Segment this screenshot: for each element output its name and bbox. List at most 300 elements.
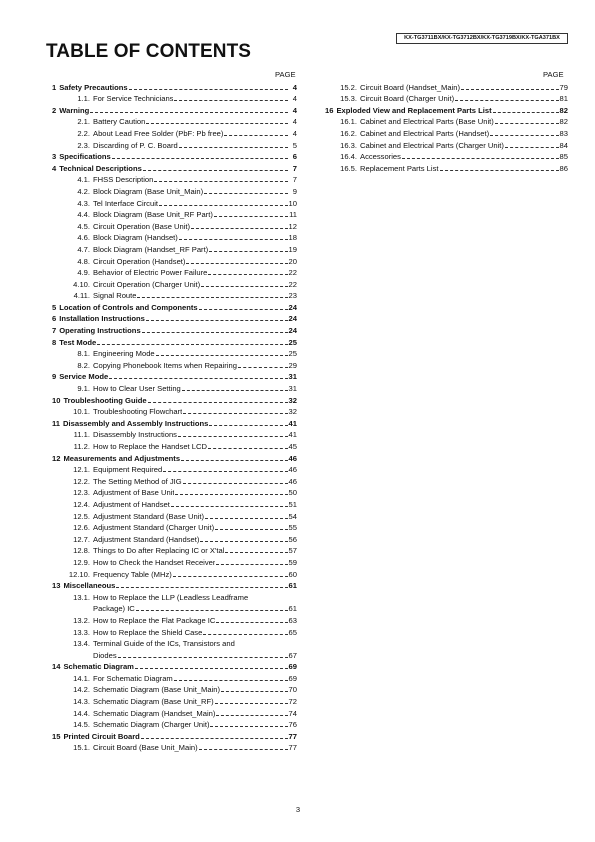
toc-entry-page: 31	[288, 384, 297, 394]
dot-leader	[90, 112, 288, 113]
toc-entry-page: 25	[288, 337, 297, 347]
toc-entry-number: 16	[325, 105, 334, 115]
toc-entry	[325, 150, 568, 162]
toc-entry	[52, 683, 297, 695]
toc-entry	[52, 428, 297, 440]
dot-leader	[493, 112, 559, 113]
toc-entry-title: Adjustment Standard (Handset)	[93, 534, 200, 544]
toc-entry-page: 41	[288, 418, 297, 428]
toc-entry-page: 61	[288, 604, 297, 614]
page-column-header-left: PAGE	[275, 70, 296, 79]
toc-entry-page: 4	[292, 117, 297, 127]
toc-entry-number: 9.1.	[77, 384, 90, 394]
toc-entry	[52, 219, 297, 231]
page-column-header-right: PAGE	[543, 70, 564, 79]
toc-entry	[52, 312, 297, 324]
toc-entry	[52, 555, 297, 567]
toc-entry	[325, 92, 568, 104]
toc-entry-page: 81	[559, 94, 568, 104]
toc-entry	[52, 660, 297, 672]
dot-leader	[148, 402, 288, 403]
toc-entry	[52, 497, 297, 509]
toc-entry-title: Behavior of Electric Power Failure	[93, 268, 208, 278]
toc-entry-number: 2.3.	[77, 140, 90, 150]
dot-leader	[146, 123, 288, 124]
toc-entry-title: How to Replace the Handset LCD	[93, 442, 207, 451]
toc-entry	[52, 590, 297, 602]
toc-entry-page: 55	[288, 523, 297, 533]
toc-entry	[52, 335, 297, 347]
toc-entry-title: Circuit Board (Handset_Main)	[360, 82, 461, 92]
toc-entry-number: 15.2.	[340, 82, 357, 92]
toc-entry-number: 15	[52, 731, 61, 741]
dot-leader	[209, 425, 287, 426]
toc-entry-number: 14	[52, 662, 61, 672]
toc-entry-number: 14.1.	[73, 673, 90, 683]
toc-entry-number: 13.1.	[73, 592, 90, 602]
toc-entry-title: Specifications	[59, 152, 111, 162]
toc-entry-page: 82	[559, 117, 568, 127]
toc-entry	[52, 173, 297, 185]
toc-entry	[52, 706, 297, 718]
toc-entry-title: Engineering Mode	[93, 349, 155, 359]
toc-entry-page: 4	[292, 82, 297, 92]
toc-entry	[52, 637, 297, 649]
toc-entry	[52, 92, 297, 104]
toc-entry-page: 5	[292, 140, 297, 150]
dot-leader	[129, 89, 288, 90]
toc-entry	[52, 150, 297, 162]
toc-entry-page: 12	[288, 221, 297, 231]
toc-entry-title: Block Diagram (Base Unit_RF Part)	[93, 210, 213, 220]
toc-entry-number: 12.6.	[73, 523, 90, 533]
dot-leader	[186, 263, 287, 264]
toc-entry	[52, 474, 297, 486]
dot-leader	[179, 239, 288, 240]
toc-entry-number: 12.3.	[73, 488, 90, 498]
toc-entry-number: 12.8.	[73, 546, 90, 556]
toc-entry-page: 85	[559, 152, 568, 162]
toc-entry	[325, 80, 568, 92]
toc-entry-number: 2.1.	[77, 117, 90, 127]
toc-entry-title: Adjustment of Base Unit	[93, 488, 175, 498]
toc-entry-number: 16.3.	[340, 140, 357, 150]
toc-entry-number: 4.7.	[77, 244, 90, 254]
toc-entry-title: Measurements and Adjustments	[63, 453, 181, 463]
dot-leader	[136, 610, 288, 611]
model-number-box: KX-TG3711BX/KX-TG3712BX/KX-TG3719BX/KX-TGA371BX	[396, 33, 568, 44]
toc-entry	[52, 613, 297, 625]
toc-entry-title: Equipment Required	[93, 465, 163, 475]
toc-entry-page: 86	[559, 163, 568, 173]
toc-entry-page: 83	[559, 128, 568, 138]
toc-entry-title: Adjustment Standard (Base Unit)	[93, 511, 205, 521]
dot-leader	[210, 726, 287, 727]
toc-entry-title: Things to Do after Replacing IC or X'tal	[93, 546, 225, 556]
toc-entry-title: Circuit Operation (Handset)	[93, 256, 186, 266]
toc-entry	[52, 323, 297, 335]
toc-entry	[52, 544, 297, 556]
toc-entry-number: 12.4.	[73, 499, 90, 509]
toc-entry-title: Package) IC	[93, 604, 135, 614]
toc-entry	[52, 231, 297, 243]
toc-entry-page: 7	[292, 175, 297, 185]
toc-entry	[52, 103, 297, 115]
toc-entry	[52, 579, 297, 591]
toc-entry-number: 4.8.	[77, 256, 90, 266]
dot-leader	[159, 205, 288, 206]
toc-entry-number: 13.2.	[73, 615, 90, 625]
toc-entry-number: 6	[52, 314, 57, 324]
toc-entry	[52, 567, 297, 579]
dot-leader	[154, 181, 288, 182]
dot-leader	[216, 564, 287, 565]
toc-entry-number: 10.1.	[73, 407, 90, 417]
dot-leader	[205, 518, 288, 519]
toc-entry-title: Troubleshooting Guide	[63, 395, 147, 405]
dot-leader	[461, 89, 559, 90]
toc-left-column	[52, 80, 297, 752]
toc-entry	[52, 184, 297, 196]
dot-leader	[182, 390, 288, 391]
toc-entry-title: Technical Descriptions	[59, 163, 142, 173]
toc-entry-title: Warning	[59, 105, 90, 115]
toc-entry-number: 8.2.	[77, 360, 90, 370]
dot-leader	[163, 471, 287, 472]
toc-entry-title: Operating Instructions	[59, 326, 141, 336]
toc-entry-page: 84	[559, 140, 568, 150]
dot-leader	[214, 216, 288, 217]
toc-entry-number: 15.3.	[340, 94, 357, 104]
toc-entry-number: 4.4.	[77, 210, 90, 220]
dot-leader	[221, 691, 288, 692]
toc-entry	[52, 741, 297, 753]
toc-entry-number: 16.2.	[340, 128, 357, 138]
dot-leader	[174, 100, 288, 101]
dot-leader	[175, 494, 287, 495]
toc-entry	[52, 196, 297, 208]
page-number: 3	[295, 805, 301, 814]
toc-entry-number: 11.1.	[73, 430, 90, 440]
toc-entry-page: 60	[288, 569, 297, 579]
toc-entry-title: Installation Instructions	[59, 314, 145, 324]
dot-leader	[208, 274, 287, 275]
dot-leader	[142, 332, 288, 333]
toc-entry-title: Disassembly and Assembly Instructions	[63, 418, 209, 428]
toc-entry	[52, 694, 297, 706]
toc-entry-number: 9	[52, 372, 57, 382]
dot-leader	[178, 436, 288, 437]
toc-entry-page: 24	[288, 326, 297, 336]
toc-entry	[52, 254, 297, 266]
toc-entry-page: 65	[288, 627, 297, 637]
toc-entry-title: How to Replace the LLP (Leadless Leadframe	[93, 592, 249, 602]
toc-entry	[52, 161, 297, 173]
toc-entry	[52, 289, 297, 301]
toc-entry-title: Disassembly Instructions	[93, 430, 177, 440]
toc-entry-page: 18	[288, 233, 297, 243]
dot-leader	[215, 529, 287, 530]
toc-entry	[52, 242, 297, 254]
toc-entry	[52, 405, 297, 417]
dot-leader	[238, 367, 288, 368]
toc-entry-title: Battery Caution	[93, 117, 146, 127]
dot-leader	[116, 587, 287, 588]
toc-entry-page: 24	[288, 302, 297, 312]
toc-entry-number: 4.10.	[73, 279, 90, 289]
toc-entry-number: 12.2.	[73, 476, 90, 486]
dot-leader	[225, 552, 287, 553]
toc-entry-title: How to Replace the Flat Package IC	[93, 615, 216, 625]
toc-entry-number: 2	[52, 105, 57, 115]
toc-entry	[52, 300, 297, 312]
toc-entry-number: 10	[52, 395, 61, 405]
toc-entry-title: How to Clear User Setting	[93, 384, 181, 394]
toc-entry-title: Cabinet and Electrical Parts (Base Unit)	[360, 117, 494, 127]
toc-entry	[52, 718, 297, 730]
dot-leader	[440, 170, 559, 171]
toc-entry-title: Miscellaneous	[63, 581, 116, 591]
toc-entry-title: Test Mode	[59, 337, 97, 347]
toc-entry-page: 61	[288, 581, 297, 591]
toc-entry	[325, 103, 568, 115]
toc-entry-title: For Schematic Diagram	[93, 673, 173, 683]
toc-entry	[52, 208, 297, 220]
toc-entry-page: 41	[288, 430, 297, 440]
dot-leader	[174, 680, 288, 681]
toc-entry-title: Frequency Table (MHz)	[93, 569, 172, 579]
toc-entry-number: 11	[52, 418, 61, 428]
toc-entry-number: 12	[52, 453, 61, 463]
dot-leader	[199, 309, 288, 310]
toc-entry-title: Circuit Board (Base Unit_Main)	[93, 743, 198, 753]
toc-entry-page: 19	[288, 244, 297, 254]
toc-entry	[52, 381, 297, 393]
toc-entry-title: Block Diagram (Base Unit_Main)	[93, 186, 204, 196]
toc-entry-title: Printed Circuit Board	[63, 731, 140, 741]
toc-entry	[52, 671, 297, 683]
dot-leader	[490, 135, 558, 136]
toc-entry-page: 7	[292, 163, 297, 173]
toc-entry-title: Accessories	[360, 152, 401, 162]
toc-entry-number: 3	[52, 152, 57, 162]
toc-entry	[52, 393, 297, 405]
toc-entry-title: Circuit Board (Charger Unit)	[360, 94, 455, 104]
dot-leader	[181, 460, 287, 461]
toc-entry-title: Schematic Diagram (Base Unit_RF)	[93, 697, 214, 707]
toc-entry-number: 16.1.	[340, 117, 357, 127]
toc-entry-title: How to Check the Handset Receiver	[93, 557, 216, 567]
toc-entry	[52, 451, 297, 463]
toc-entry-page: 20	[288, 256, 297, 266]
dot-leader	[141, 738, 288, 739]
toc-entry-page: 11	[289, 210, 297, 220]
toc-entry-number: 12.9.	[73, 557, 90, 567]
dot-leader	[495, 123, 559, 124]
toc-entry-number: 2.2.	[77, 128, 90, 138]
toc-entry-page: 29	[288, 360, 297, 370]
dot-leader	[183, 413, 287, 414]
toc-entry-page: 32	[288, 407, 297, 417]
dot-leader	[455, 100, 558, 101]
toc-entry-number: 4.9.	[77, 268, 90, 278]
toc-entry-page: 4	[292, 94, 297, 104]
toc-entry	[52, 463, 297, 475]
toc-entry-number: 14.5.	[73, 720, 90, 730]
dot-leader	[215, 703, 288, 704]
toc-entry-page: 6	[292, 152, 297, 162]
dot-leader	[216, 622, 287, 623]
toc-entry-title: About Lead Free Solder (PbF: Pb free)	[93, 128, 224, 138]
toc-entry-title: Cabinet and Electrical Parts (Handset)	[360, 128, 490, 138]
toc-entry	[52, 532, 297, 544]
dot-leader	[208, 448, 288, 449]
toc-entry-page: 22	[288, 279, 297, 289]
page-title: TABLE OF CONTENTS	[46, 41, 252, 62]
dot-leader	[203, 634, 287, 635]
toc-entry-title: Troubleshooting Flowchart	[93, 407, 183, 417]
toc-entry-number: 16.5.	[340, 163, 357, 173]
toc-entry	[52, 486, 297, 498]
dot-leader	[200, 541, 287, 542]
toc-entry-title: Exploded View and Replacement Parts List	[336, 105, 492, 115]
toc-entry-title: Diodes	[93, 650, 117, 660]
toc-entry	[52, 416, 297, 428]
toc-entry-number: 13.4.	[73, 639, 90, 649]
dot-leader	[97, 344, 287, 345]
toc-entry-title: Schematic Diagram (Charger Unit)	[93, 720, 210, 730]
toc-entry-page: 77	[288, 731, 297, 741]
dot-leader	[209, 251, 287, 252]
toc-entry-title: Terminal Guide of the ICs, Transistors and	[93, 639, 235, 649]
toc-entry-title: Adjustment Standard (Charger Unit)	[93, 523, 215, 533]
toc-entry-title: Signal Route	[93, 291, 137, 301]
dot-leader	[137, 297, 287, 298]
toc-entry-number: 14.2.	[73, 685, 90, 695]
toc-entry-page: 4	[292, 105, 297, 115]
toc-entry-title: Tel Interface Circuit	[93, 198, 158, 208]
toc-entry-page: 69	[288, 662, 297, 672]
toc-entry	[52, 521, 297, 533]
toc-entry	[325, 126, 568, 138]
toc-entry-page: 50	[288, 488, 297, 498]
toc-entry	[52, 439, 297, 451]
toc-entry-title: Circuit Operation (Base Unit)	[93, 221, 191, 231]
dot-leader	[156, 355, 288, 356]
toc-entry-page: 76	[288, 720, 297, 730]
toc-entry-title: Location of Controls and Components	[59, 302, 198, 312]
toc-entry-page: 9	[292, 186, 297, 196]
toc-entry-page: 23	[288, 291, 297, 301]
dot-leader	[183, 483, 288, 484]
toc-entry-title: Service Mode	[59, 372, 109, 382]
toc-right-column	[325, 80, 568, 173]
toc-entry-page: 4	[292, 128, 297, 138]
toc-entry-page: 77	[288, 743, 297, 753]
toc-entry-number: 12.5.	[73, 511, 90, 521]
toc-entry-number: 12.1.	[73, 465, 90, 475]
toc-entry-number: 1.1.	[77, 94, 90, 104]
dot-leader	[402, 158, 559, 159]
toc-entry-page: 63	[288, 615, 297, 625]
dot-leader	[135, 668, 288, 669]
toc-entry-number: 4	[52, 163, 57, 173]
toc-entry-title: Replacement Parts List	[360, 163, 439, 173]
toc-entry-page: 57	[288, 546, 297, 556]
toc-entry-page: 45	[288, 442, 297, 451]
toc-entry-title: Circuit Operation (Charger Unit)	[93, 279, 201, 289]
toc-entry-number: 4.2.	[77, 186, 90, 196]
toc-entry-title: For Service Technicians	[93, 94, 174, 104]
toc-entry-title: Schematic Diagram (Handset_Main)	[93, 708, 216, 718]
toc-entry-title: Discarding of P. C. Board	[93, 140, 178, 150]
dot-leader	[201, 286, 287, 287]
dot-leader	[204, 193, 288, 194]
toc-entry	[325, 161, 568, 173]
toc-entry-title: FHSS Description	[93, 175, 154, 185]
toc-entry	[52, 729, 297, 741]
toc-entry	[52, 625, 297, 637]
toc-entry-page: 32	[288, 395, 297, 405]
toc-entry-title: Schematic Diagram	[63, 662, 134, 672]
toc-entry	[52, 138, 297, 150]
toc-entry-number: 7	[52, 326, 57, 336]
dot-leader	[143, 170, 288, 171]
toc-entry-title: Block Diagram (Handset)	[93, 233, 178, 243]
dot-leader	[505, 147, 559, 148]
toc-entry-page: 59	[288, 557, 297, 567]
toc-entry-title: Schematic Diagram (Base Unit_Main)	[93, 685, 221, 695]
dot-leader	[146, 320, 288, 321]
toc-entry-number: 14.4.	[73, 708, 90, 718]
toc-entry-number: 4.11.	[73, 291, 90, 301]
toc-entry-number: 4.5.	[77, 221, 90, 231]
dot-leader	[191, 228, 287, 229]
toc-entry-number: 8.1.	[77, 349, 90, 359]
toc-entry-page: 24	[288, 314, 297, 324]
toc-entry-title: Adjustment of Handset	[93, 499, 170, 509]
toc-entry-number: 4.1.	[77, 175, 90, 185]
toc-entry	[52, 509, 297, 521]
dot-leader	[109, 378, 287, 379]
toc-entry	[325, 138, 568, 150]
toc-entry	[52, 115, 297, 127]
toc-entry-page: 69	[288, 673, 297, 683]
toc-entry-page: 51	[288, 499, 297, 509]
dot-leader	[118, 657, 288, 658]
toc-entry-title: The Setting Method of JIG	[93, 476, 182, 486]
toc-entry	[52, 126, 297, 138]
toc-entry-page: 54	[288, 511, 297, 521]
toc-entry-page: 82	[559, 105, 568, 115]
toc-entry-page: 79	[559, 82, 568, 92]
toc-entry	[52, 80, 297, 92]
toc-entry-number: 11.2.	[73, 442, 90, 451]
toc-entry-number: 4.3.	[77, 198, 90, 208]
dot-leader	[224, 135, 288, 136]
toc-entry-number: 8	[52, 337, 57, 347]
toc-entry-title: How to Replace the Shield Case	[93, 627, 203, 637]
toc-entry-page: 25	[288, 349, 297, 359]
toc-entry-page: 70	[288, 685, 297, 695]
toc-entry-number: 13.3.	[73, 627, 90, 637]
toc-entry	[52, 370, 297, 382]
toc-entry-page: 74	[288, 708, 297, 718]
toc-entry-title: Block Diagram (Handset_RF Part)	[93, 244, 209, 254]
toc-entry-number: 1	[52, 82, 57, 92]
toc-entry-page: 46	[288, 465, 297, 475]
toc-entry	[52, 358, 297, 370]
